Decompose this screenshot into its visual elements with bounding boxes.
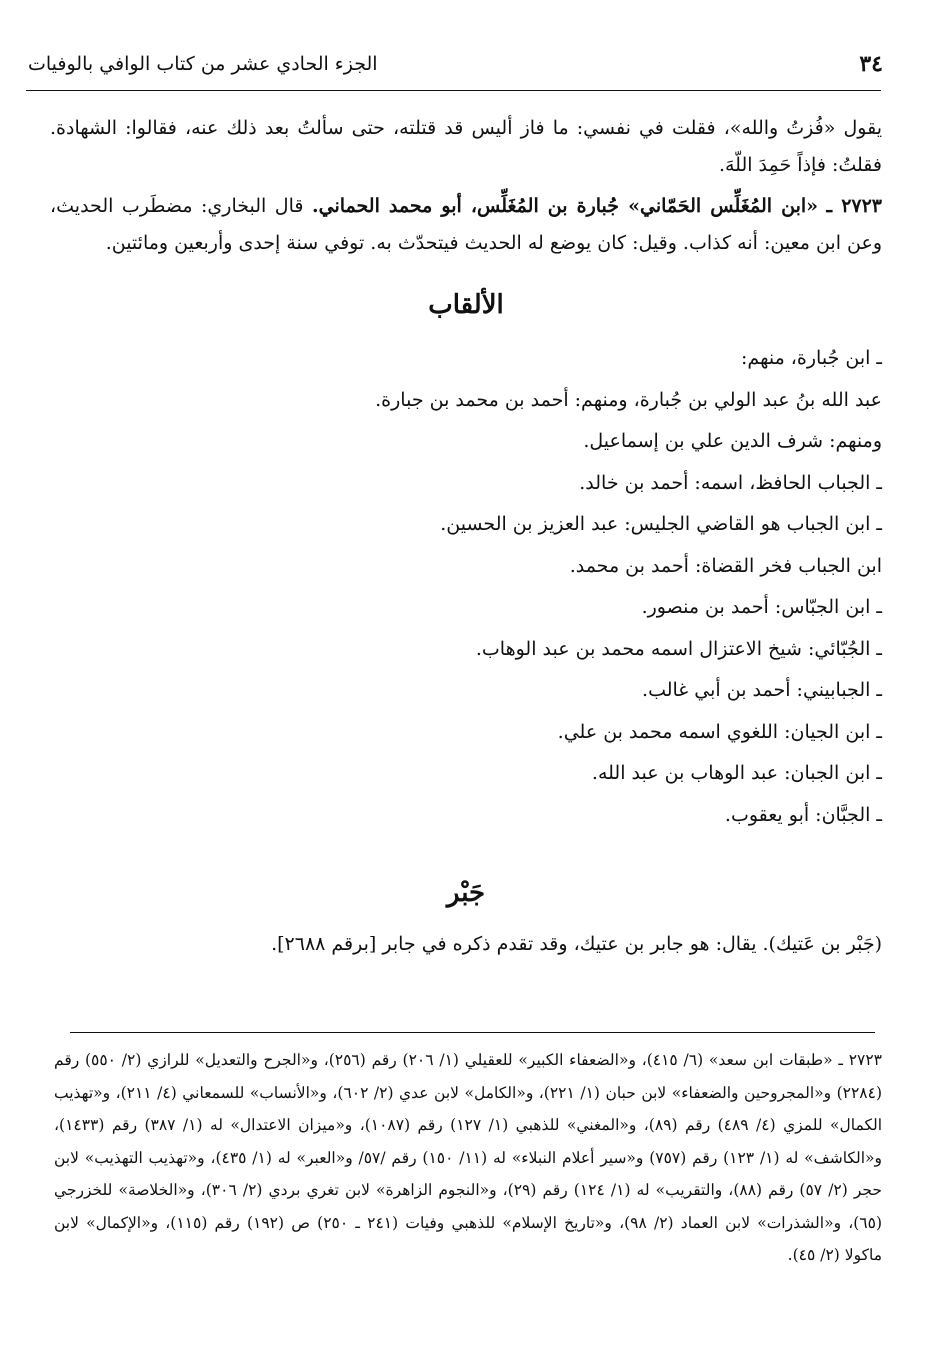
biography-entry <box>50 188 882 262</box>
opening-paragraph: يقول «فُزتُ والله»، فقلت في نفسي: ما فاز أليس قد قتلته، حتى سألتُ بعد ذلك عنه، فقالوا: الشهادة. فقلتُ: فإذاً حَمِدَ اللّهَ. <box>50 117 882 176</box>
footnote-divider <box>70 1032 875 1033</box>
jabr-entry: (جَبْر بن عَتيك). يقال: هو جابر بن عتيك، وقد تقدم ذكره في جابر [برقم ٢٦٨٨]. <box>271 933 882 955</box>
laqab-list <box>50 338 882 836</box>
laqab-item: ـ ابن الجيان: اللغوي اسمه محمد بن علي. <box>557 720 882 743</box>
footnotes <box>54 1044 882 1272</box>
laqab-item: ـ الجبَّان: أبو يعقوب. <box>724 803 882 826</box>
laqab-item: ـ الجبابيني: أحمد بن أبي غالب. <box>642 679 882 701</box>
running-title: الجزء الحادي عشر من كتاب الوافي بالوفيات <box>28 53 378 75</box>
laqab-item: ـ الجباب الحافظ، اسمه: أحمد بن خالد. <box>579 471 882 494</box>
laqab-item: ومنهم: شرف الدين علي بن إسماعيل. <box>583 430 882 452</box>
laqab-item: ـ ابن الجبان: عبد الوهاب بن عبد الله. <box>591 762 882 784</box>
laqab-item: ـ ابن الجبّاس: أحمد بن منصور. <box>641 596 882 618</box>
section-title-jabr: جَبْر <box>446 878 486 908</box>
entry-heading: «ابن المُغَلِّس الحَمّاني» جُبارة بن المُغَلِّس، أبو محمد الحماني. <box>312 195 819 217</box>
footnote-2723: ٢٧٢٣ ـ «طبقات ابن سعد» (٦/ ٤١٥)، و«الضعفاء الكبير» للعقيلي (١/ ٢٠٦) رقم (٢٥٦)، و«الجرح والتعديل» للرازي (٢/ ٥٥٠) رقم (٢٢٨٤) و«المجروحين والضعفاء» لابن حبان (١/ ٢٢١)، و«الكامل» لابن عدي (٢/ ٦٠٢)، و«الأنساب» للسمعاني (٤/ ٢١١)، و«تهذيب الكمال» للمزي (٤/ ٤٨٩) رقم (٨٩)، و«المغني» للذهبي (١/ ١٢٧) رقم (١٠٨٧)، و«ميزان الاعتدال» له (١/ ٣٨٧) رقم (١٤٣٣)، و«الكاشف» له (١/ ١٢٣) رقم (٧٥٧) و«سير أعلام النبلاء» له (١١/ ١٥٠) رقم /٥٧/ و«العبر» له (١/ ٤٣٥)، و«تهذيب التهذيب» لابن حجر (٢/ ٥٧) رقم (٨٨)، والتقريب» له (١/ ١٢٤) رقم (٢٩)، و«النجوم الزاهرة» لابن تغري بردي (٢/ ٣٠٦)، و«الخلاصة» للخزرجي (٦٥)، و«الشذرات» لابن العماد (٢/ ٩٨)، و«تاريخ الإسلام» للذهبي وفيات (٢٤١ ـ ٢٥٠) ص (١٩٢) رقم (١١٥)، و«الإكمال» لابن ماكولا (٢/ ٤٥). <box>54 1051 883 1264</box>
laqab-item: عبد الله بنُ عبد الولي بن جُبارة، ومنهم: أحمد بن محمد بن جبارة. <box>375 388 882 411</box>
page-header <box>28 44 883 84</box>
laqab-item: ـ ابن جُبارة، منهم: <box>741 347 882 369</box>
entry-text: قال البخاري: مضطَرب الحديث، وعن ابن معين: أنه كذاب. وقيل: كان يوضع له الحديث فيتحدّث به. توفي سنة إحدى وأربعين ومائتين. <box>50 195 882 254</box>
entry-number: ٢٧٢٣ ـ <box>826 195 883 217</box>
page-number: ٣٤ <box>859 51 883 77</box>
laqab-item: ـ ابن الجباب هو القاضي الجليس: عبد العزيز بن الحسين. <box>440 513 882 535</box>
laqab-item: ابن الجباب فخر القضاة: أحمد بن محمد. <box>569 554 882 577</box>
main-text <box>50 110 882 963</box>
section-title-alqab: الألقاب <box>428 290 504 320</box>
laqab-item: ـ الجُبّائي: شيخ الاعتزال اسمه محمد بن عبد الوهاب. <box>475 637 882 660</box>
header-divider <box>26 90 881 91</box>
